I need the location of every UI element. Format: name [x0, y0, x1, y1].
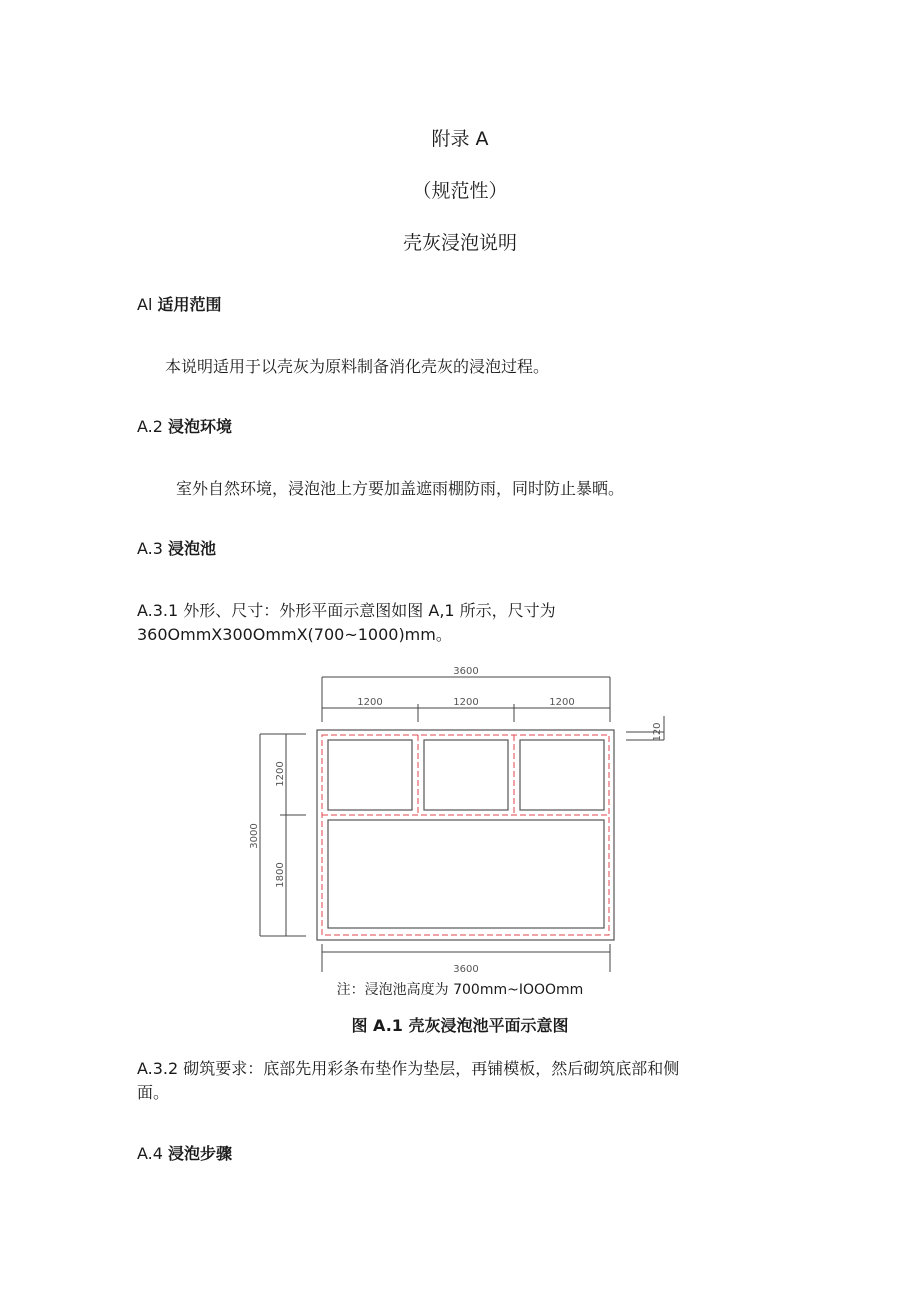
section-a4-heading: [137, 1141, 232, 1164]
section-a1-title: 适用范围: [157, 295, 222, 314]
appendix-label: 附录 A: [431, 128, 489, 150]
section-a2-body: 室外自然环境，浸泡池上方要加盖遮雨棚防雨，同时防止暴晒。: [176, 479, 625, 498]
dim-wall-thickness-label: 120: [652, 722, 663, 742]
section-a3-2-line1: A.3.2 砌筑要求：底部先用彩条布垫作为垫层，再铺模板，然后砌筑底部和侧: [137, 1059, 680, 1078]
section-a3-number: A.3: [137, 539, 163, 558]
chamber-small-2: [424, 740, 508, 810]
figure-note: 注：浸泡池高度为 700mm~IOOOmm: [336, 982, 584, 998]
dim-top-total-label: 3600: [453, 666, 479, 677]
dim-top-part-2: 1200: [453, 697, 479, 708]
dim-left-total-label: 3000: [249, 823, 260, 849]
dim-bottom-total-label: 3600: [453, 964, 479, 975]
section-a3-heading: [137, 536, 216, 559]
dim-left-part-2: 1800: [275, 862, 286, 888]
section-a1-body: 本说明适用于以壳灰为原料制备消化壳灰的浸泡过程。: [165, 357, 550, 376]
figure-caption: 图 A.1 壳灰浸泡池平面示意图: [351, 1016, 569, 1035]
section-a3-title: 浸泡池: [168, 539, 217, 558]
dim-top-part-1: 1200: [357, 697, 383, 708]
section-a4-title: 浸泡步骤: [168, 1144, 233, 1163]
appendix-nature: （规范性）: [412, 180, 508, 202]
wall-centerlines: [322, 735, 609, 935]
chamber-large: [328, 820, 604, 928]
appendix-title: 壳灰浸泡说明: [402, 232, 517, 254]
chamber-small-1: [328, 740, 412, 810]
section-a1-number: Al: [137, 295, 153, 314]
section-a1-heading: [137, 292, 222, 315]
dim-top-part-3: 1200: [549, 697, 575, 708]
section-a2-title: 浸泡环境: [168, 417, 233, 436]
section-a3-1-line2: 360OmmX300OmmX(700~1000)mm。: [137, 625, 452, 644]
dim-left-part-1: 1200: [275, 761, 286, 787]
pool-outer-wall: [317, 730, 614, 940]
section-a4-number: A.4: [137, 1144, 163, 1163]
chamber-small-3: [520, 740, 604, 810]
section-a2-heading: [137, 414, 232, 437]
section-a3-2-line2: 面。: [137, 1083, 170, 1102]
section-a3-1-line1: A.3.1 外形、尺寸：外形平面示意图如图 A,1 所示，尺寸为: [137, 601, 556, 620]
pool-plan-diagram: [240, 660, 680, 980]
section-a2-number: A.2: [137, 417, 163, 436]
